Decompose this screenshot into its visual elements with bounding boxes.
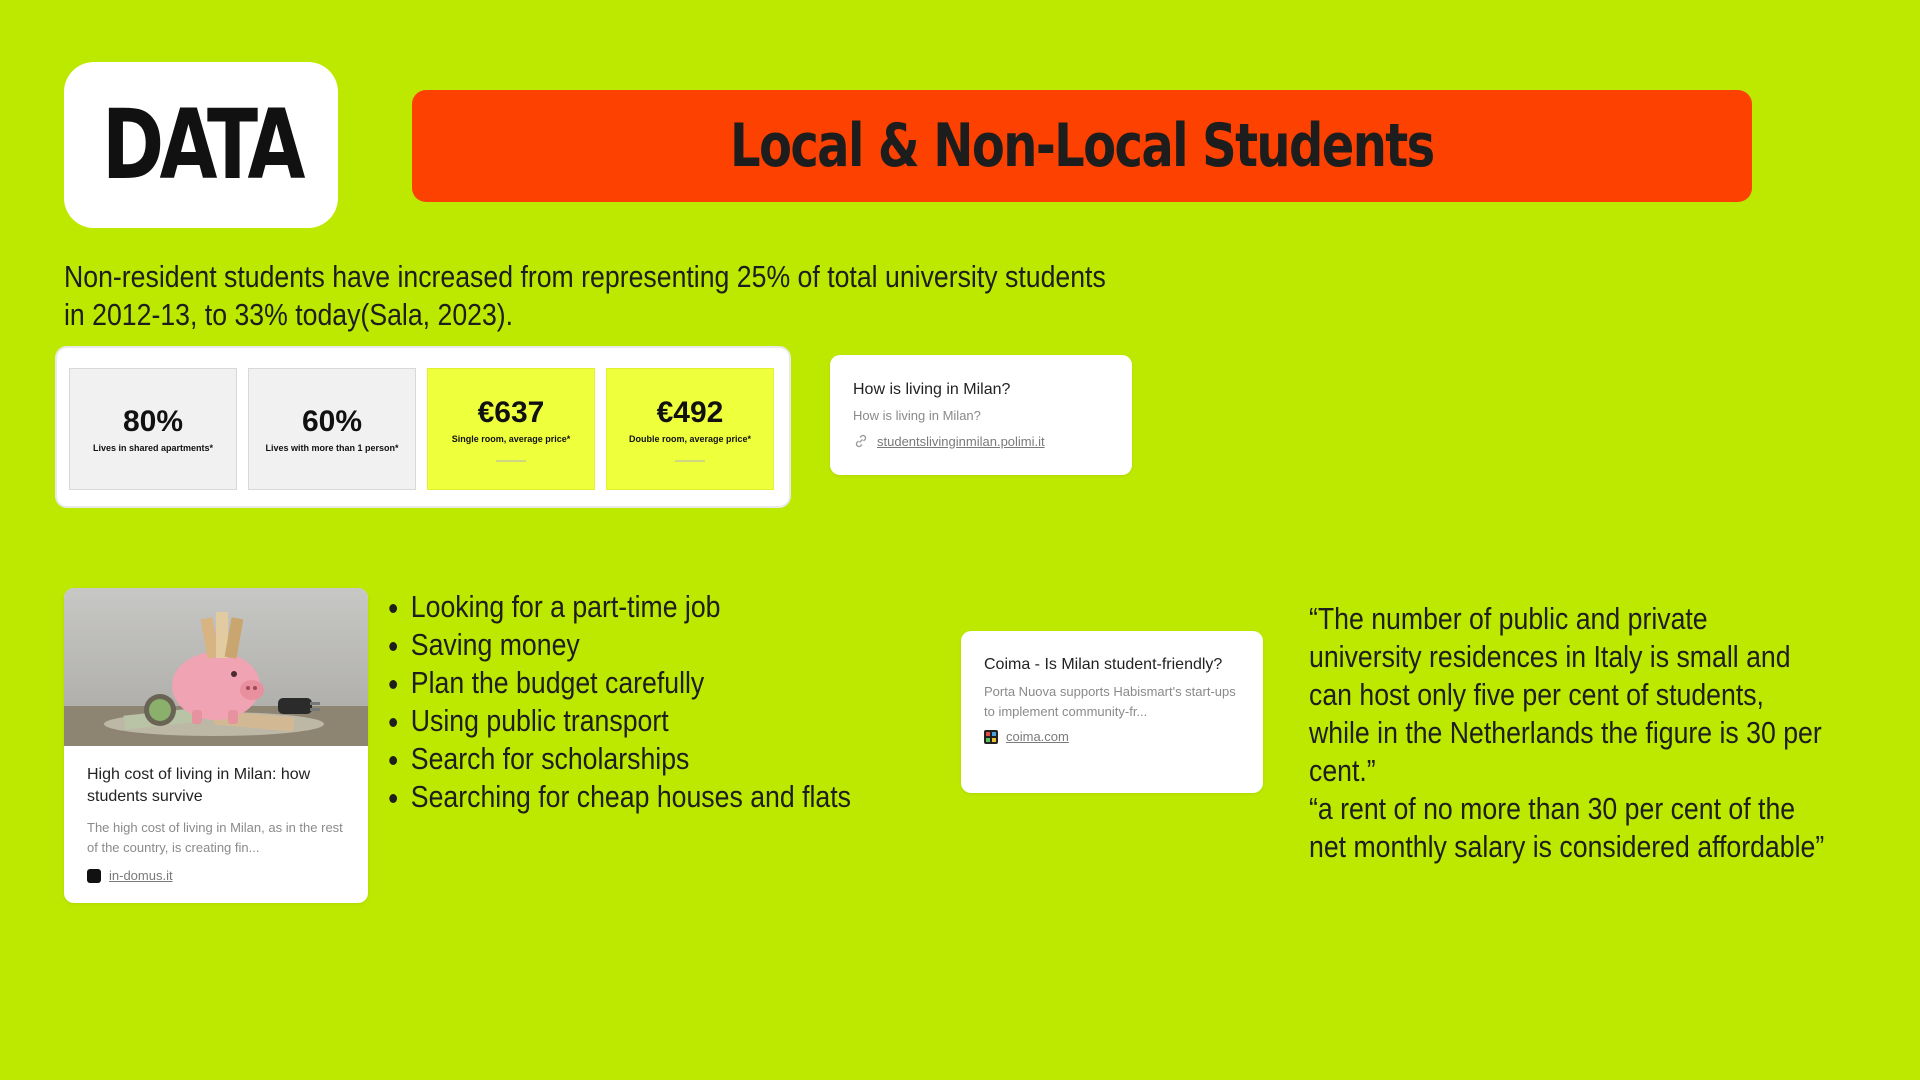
stat-label: Single room, average price* — [451, 434, 571, 444]
stat-value: 80% — [122, 405, 184, 438]
stat-label: Double room, average price* — [628, 434, 752, 444]
card-description: How is living in Milan? — [853, 408, 981, 423]
data-badge — [64, 62, 338, 228]
data-badge-label: DATA — [101, 89, 301, 201]
card-link[interactable]: coima.com — [1006, 729, 1069, 744]
stat-divider — [675, 460, 705, 462]
in-domus-favicon-icon — [87, 869, 101, 883]
stat-label: Lives with more than 1 person* — [265, 443, 399, 453]
list-item: • Searching for cheap houses and flats — [411, 778, 893, 816]
link-card-milan[interactable] — [830, 355, 1132, 475]
stat-divider — [496, 460, 526, 462]
piggy-bank-image — [64, 588, 368, 746]
stats-panel — [55, 346, 791, 508]
card-description: The high cost of living in Milan, as in the rest of the country, is creating fin... — [87, 820, 343, 855]
card-link[interactable]: in-domus.it — [109, 868, 173, 883]
link-card-coima[interactable] — [961, 631, 1263, 793]
stat-value: €637 — [477, 396, 545, 429]
quote-block — [1309, 600, 1825, 866]
list-item: • Saving money — [411, 626, 893, 664]
intro-text: Non-resident students have increased from representing 25% of total university students in 2012-13, to 33% today(Sala, 2023). — [64, 259, 1106, 332]
card-title: How is living in Milan? — [853, 381, 1011, 398]
stat-label: Lives in shared apartments* — [92, 443, 214, 453]
list-item: • Search for scholarships — [411, 740, 893, 778]
card-title: Coima - Is Milan student-friendly? — [984, 656, 1223, 673]
title-banner — [412, 90, 1752, 202]
link-card-domus[interactable] — [64, 588, 368, 903]
stat-value: 60% — [301, 405, 363, 438]
stat-value: €492 — [656, 396, 724, 429]
stat-card-roommates — [248, 368, 416, 490]
tips-list — [385, 588, 892, 816]
stat-card-shared — [69, 368, 237, 490]
quote-text: “a rent of no more than 30 per cent of the net monthly salary is considered affordable” — [1309, 791, 1825, 864]
card-link[interactable]: studentslivinginmilan.polimi.it — [877, 433, 1045, 449]
quote-text: “The number of public and private university residences in Italy is small and can host only five per cent of students, while in the Netherlands the figure is 30 per cent.” — [1309, 601, 1822, 788]
card-description: Porta Nuova supports Habismart's start-ups to implement community-fr... — [984, 684, 1236, 719]
page-title: Local & Non-Local Students — [730, 111, 1434, 181]
coima-favicon-icon — [984, 730, 998, 744]
stat-card-double-room — [606, 368, 774, 490]
list-item: • Looking for a part-time job — [411, 588, 893, 626]
list-item: • Plan the budget carefully — [411, 664, 893, 702]
list-item: • Using public transport — [411, 702, 893, 740]
card-title: High cost of living in Milan: how students survive — [87, 766, 311, 805]
link-icon — [853, 433, 869, 449]
stat-card-single-room — [427, 368, 595, 490]
